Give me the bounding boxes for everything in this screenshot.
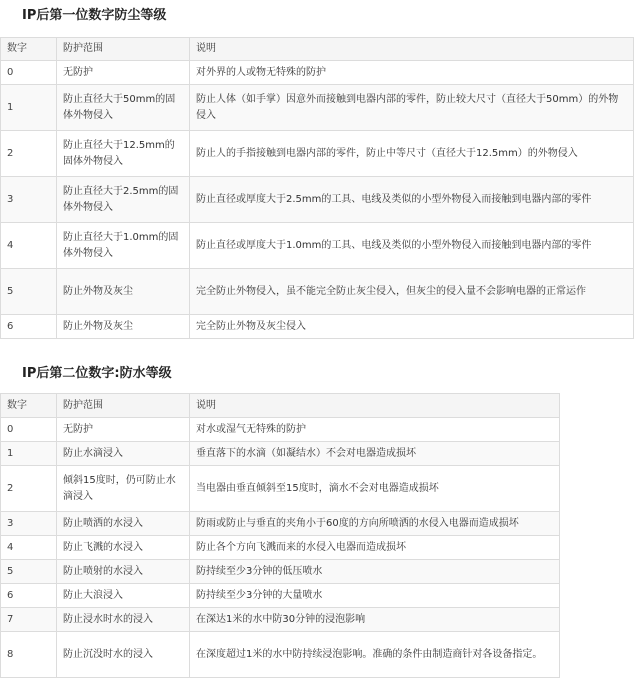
scope-cell: 防止飞溅的水浸入 xyxy=(57,536,190,560)
table-row xyxy=(1,536,560,560)
digit-cell: 1 xyxy=(1,85,57,131)
digit-cell: 2 xyxy=(1,466,57,512)
table-row xyxy=(1,608,560,632)
table-row xyxy=(1,131,634,177)
header-description: 说明 xyxy=(190,38,634,61)
scope-cell: 防止大浪浸入 xyxy=(57,584,190,608)
scope-cell: 无防护 xyxy=(57,61,190,85)
description-cell: 在深达1米的水中防30分钟的浸泡影响 xyxy=(190,608,560,632)
water-rating-table xyxy=(0,393,560,678)
scope-cell: 倾斜15度时，仍可防止水滴浸入 xyxy=(57,466,190,512)
table-row xyxy=(1,442,560,466)
digit-cell: 4 xyxy=(1,536,57,560)
digit-cell: 0 xyxy=(1,418,57,442)
description-cell: 防止人体（如手掌）因意外而接触到电器内部的零件，防止较大尺寸（直径大于50mm）的外物侵入 xyxy=(190,85,634,131)
dust-rating-table xyxy=(0,37,634,339)
table-row xyxy=(1,466,560,512)
scope-cell: 防止直径大于50mm的固体外物侵入 xyxy=(57,85,190,131)
description-cell: 完全防止外物侵入，虽不能完全防止灰尘侵入，但灰尘的侵入量不会影响电器的正常运作 xyxy=(190,269,634,315)
header-digit: 数字 xyxy=(1,394,57,418)
dust-section-title: IP后第一位数字防尘等级 xyxy=(22,8,167,23)
header-description: 说明 xyxy=(190,394,560,418)
description-cell: 在深度超过1米的水中防持续浸泡影响。准确的条件由制造商针对各设备指定。 xyxy=(190,632,560,678)
table-row xyxy=(1,85,634,131)
digit-cell: 7 xyxy=(1,608,57,632)
digit-cell: 6 xyxy=(1,315,57,339)
description-cell: 防雨或防止与垂直的夹角小于60度的方向所喷洒的水侵入电器而造成损坏 xyxy=(190,512,560,536)
description-cell: 防持续至少3分钟的低压喷水 xyxy=(190,560,560,584)
digit-cell: 3 xyxy=(1,177,57,223)
digit-cell: 8 xyxy=(1,632,57,678)
description-cell: 当电器由垂直倾斜至15度时，滴水不会对电器造成损坏 xyxy=(190,466,560,512)
header-scope: 防护范围 xyxy=(57,38,190,61)
header-scope: 防护范围 xyxy=(57,394,190,418)
description-cell: 对水或湿气无特殊的防护 xyxy=(190,418,560,442)
table-row xyxy=(1,177,634,223)
scope-cell: 防止直径大于1.0mm的固体外物侵入 xyxy=(57,223,190,269)
table-header-row xyxy=(1,38,634,61)
digit-cell: 0 xyxy=(1,61,57,85)
description-cell: 防止各个方向飞溅而来的水侵入电器而造成损坏 xyxy=(190,536,560,560)
scope-cell: 防止水滴浸入 xyxy=(57,442,190,466)
scope-cell: 防止外物及灰尘 xyxy=(57,315,190,339)
table-row xyxy=(1,584,560,608)
table-header-row xyxy=(1,394,560,418)
table-row xyxy=(1,269,634,315)
water-section-title: IP后第二位数字:防水等级 xyxy=(22,366,172,381)
digit-cell: 4 xyxy=(1,223,57,269)
digit-cell: 6 xyxy=(1,584,57,608)
description-cell: 防止直径或厚度大于2.5mm的工具、电线及类似的小型外物侵入而接触到电器内部的零件 xyxy=(190,177,634,223)
scope-cell: 无防护 xyxy=(57,418,190,442)
digit-cell: 5 xyxy=(1,560,57,584)
table-row xyxy=(1,315,634,339)
scope-cell: 防止直径大于2.5mm的固体外物侵入 xyxy=(57,177,190,223)
table-row xyxy=(1,61,634,85)
description-cell: 对外界的人或物无特殊的防护 xyxy=(190,61,634,85)
description-cell: 防止直径或厚度大于1.0mm的工具、电线及类似的小型外物侵入而接触到电器内部的零件 xyxy=(190,223,634,269)
digit-cell: 2 xyxy=(1,131,57,177)
scope-cell: 防止浸水时水的浸入 xyxy=(57,608,190,632)
table-row xyxy=(1,560,560,584)
scope-cell: 防止喷射的水浸入 xyxy=(57,560,190,584)
table-row xyxy=(1,632,560,678)
description-cell: 防持续至少3分钟的大量喷水 xyxy=(190,584,560,608)
description-cell: 防止人的手指接触到电器内部的零件，防止中等尺寸（直径大于12.5mm）的外物侵入 xyxy=(190,131,634,177)
digit-cell: 1 xyxy=(1,442,57,466)
scope-cell: 防止外物及灰尘 xyxy=(57,269,190,315)
scope-cell: 防止喷洒的水浸入 xyxy=(57,512,190,536)
digit-cell: 5 xyxy=(1,269,57,315)
header-digit: 数字 xyxy=(1,38,57,61)
scope-cell: 防止沉没时水的浸入 xyxy=(57,632,190,678)
table-row xyxy=(1,418,560,442)
description-cell: 垂直落下的水滴（如凝结水）不会对电器造成损坏 xyxy=(190,442,560,466)
table-row xyxy=(1,223,634,269)
description-cell: 完全防止外物及灰尘侵入 xyxy=(190,315,634,339)
digit-cell: 3 xyxy=(1,512,57,536)
scope-cell: 防止直径大于12.5mm的固体外物侵入 xyxy=(57,131,190,177)
table-row xyxy=(1,512,560,536)
